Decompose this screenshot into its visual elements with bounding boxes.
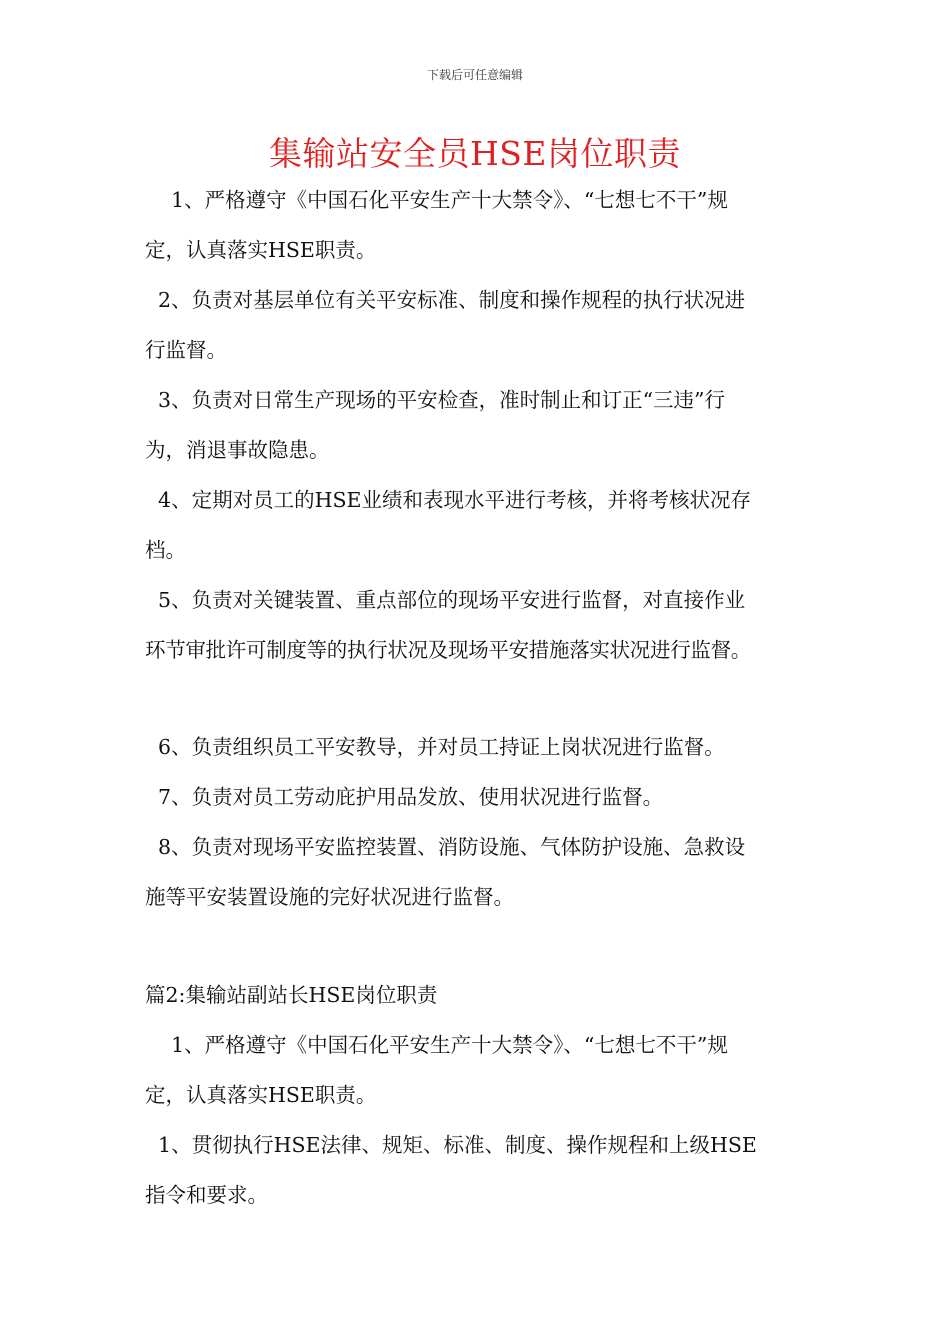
paragraph-line: 定，认真落实HSE职责。 bbox=[145, 238, 377, 262]
paragraph-line: 7、负责对员工劳动庇护用品发放、使用状况进行监督。 bbox=[145, 785, 664, 809]
paragraph-2 bbox=[145, 275, 825, 375]
paragraph-line: 3、负责对日常生产现场的平安检查，准时制止和订正“三违”行 bbox=[145, 388, 726, 412]
paragraph-line: 施等平安装置设施的完好状况进行监督。 bbox=[145, 885, 514, 909]
paragraph-line: 环节审批许可制度等的执行状况及现场平安措施落实状况进行监督。 bbox=[145, 638, 751, 662]
paragraph-6 bbox=[145, 722, 825, 772]
paragraph-line: 为，消退事故隐患。 bbox=[145, 438, 330, 462]
paragraph-line: 6、负责组织员工平安教导，并对员工持证上岗状况进行监督。 bbox=[145, 735, 725, 759]
paragraph-8 bbox=[145, 822, 825, 922]
paragraph-1 bbox=[145, 175, 825, 275]
paragraph-line: 档。 bbox=[145, 538, 186, 562]
paragraph-line: 1、贯彻执行HSE法律、规矩、标准、制度、操作规程和上级HSE bbox=[145, 1133, 757, 1157]
paragraph-10 bbox=[145, 1120, 825, 1220]
paragraph-line: 8、负责对现场平安监控装置、消防设施、气体防护设施、急救设 bbox=[145, 835, 746, 859]
paragraph-line: 1、严格遵守《中国石化平安生产十大禁令》、“七想七不干”规 bbox=[145, 188, 728, 212]
paragraph-4 bbox=[145, 475, 825, 575]
paragraph-3 bbox=[145, 375, 825, 475]
paragraph-line: 1、严格遵守《中国石化平安生产十大禁令》、“七想七不干”规 bbox=[145, 1033, 728, 1057]
section-heading: 篇2:集输站副站长HSE岗位职责 bbox=[145, 983, 438, 1007]
paragraph-line: 行监督。 bbox=[145, 338, 227, 362]
paragraph-line: 指令和要求。 bbox=[145, 1183, 268, 1207]
paragraph-line: 4、定期对员工的HSE业绩和表现水平进行考核，并将考核状况存 bbox=[145, 488, 751, 512]
header-note: 下载后可任意编辑 bbox=[426, 68, 523, 82]
paragraph-line: 2、负责对基层单位有关平安标准、制度和操作规程的执行状况进 bbox=[145, 288, 746, 312]
paragraph-line: 5、负责对关键装置、重点部位的现场平安进行监督，对直接作业 bbox=[145, 588, 746, 612]
paragraph-9 bbox=[145, 1020, 825, 1120]
paragraph-7 bbox=[145, 772, 825, 822]
paragraph-line: 定，认真落实HSE职责。 bbox=[145, 1083, 377, 1107]
paragraph-5 bbox=[145, 575, 825, 675]
document-title: 集输站安全员HSE岗位职责 bbox=[269, 134, 681, 173]
section-heading-2 bbox=[145, 970, 825, 1020]
